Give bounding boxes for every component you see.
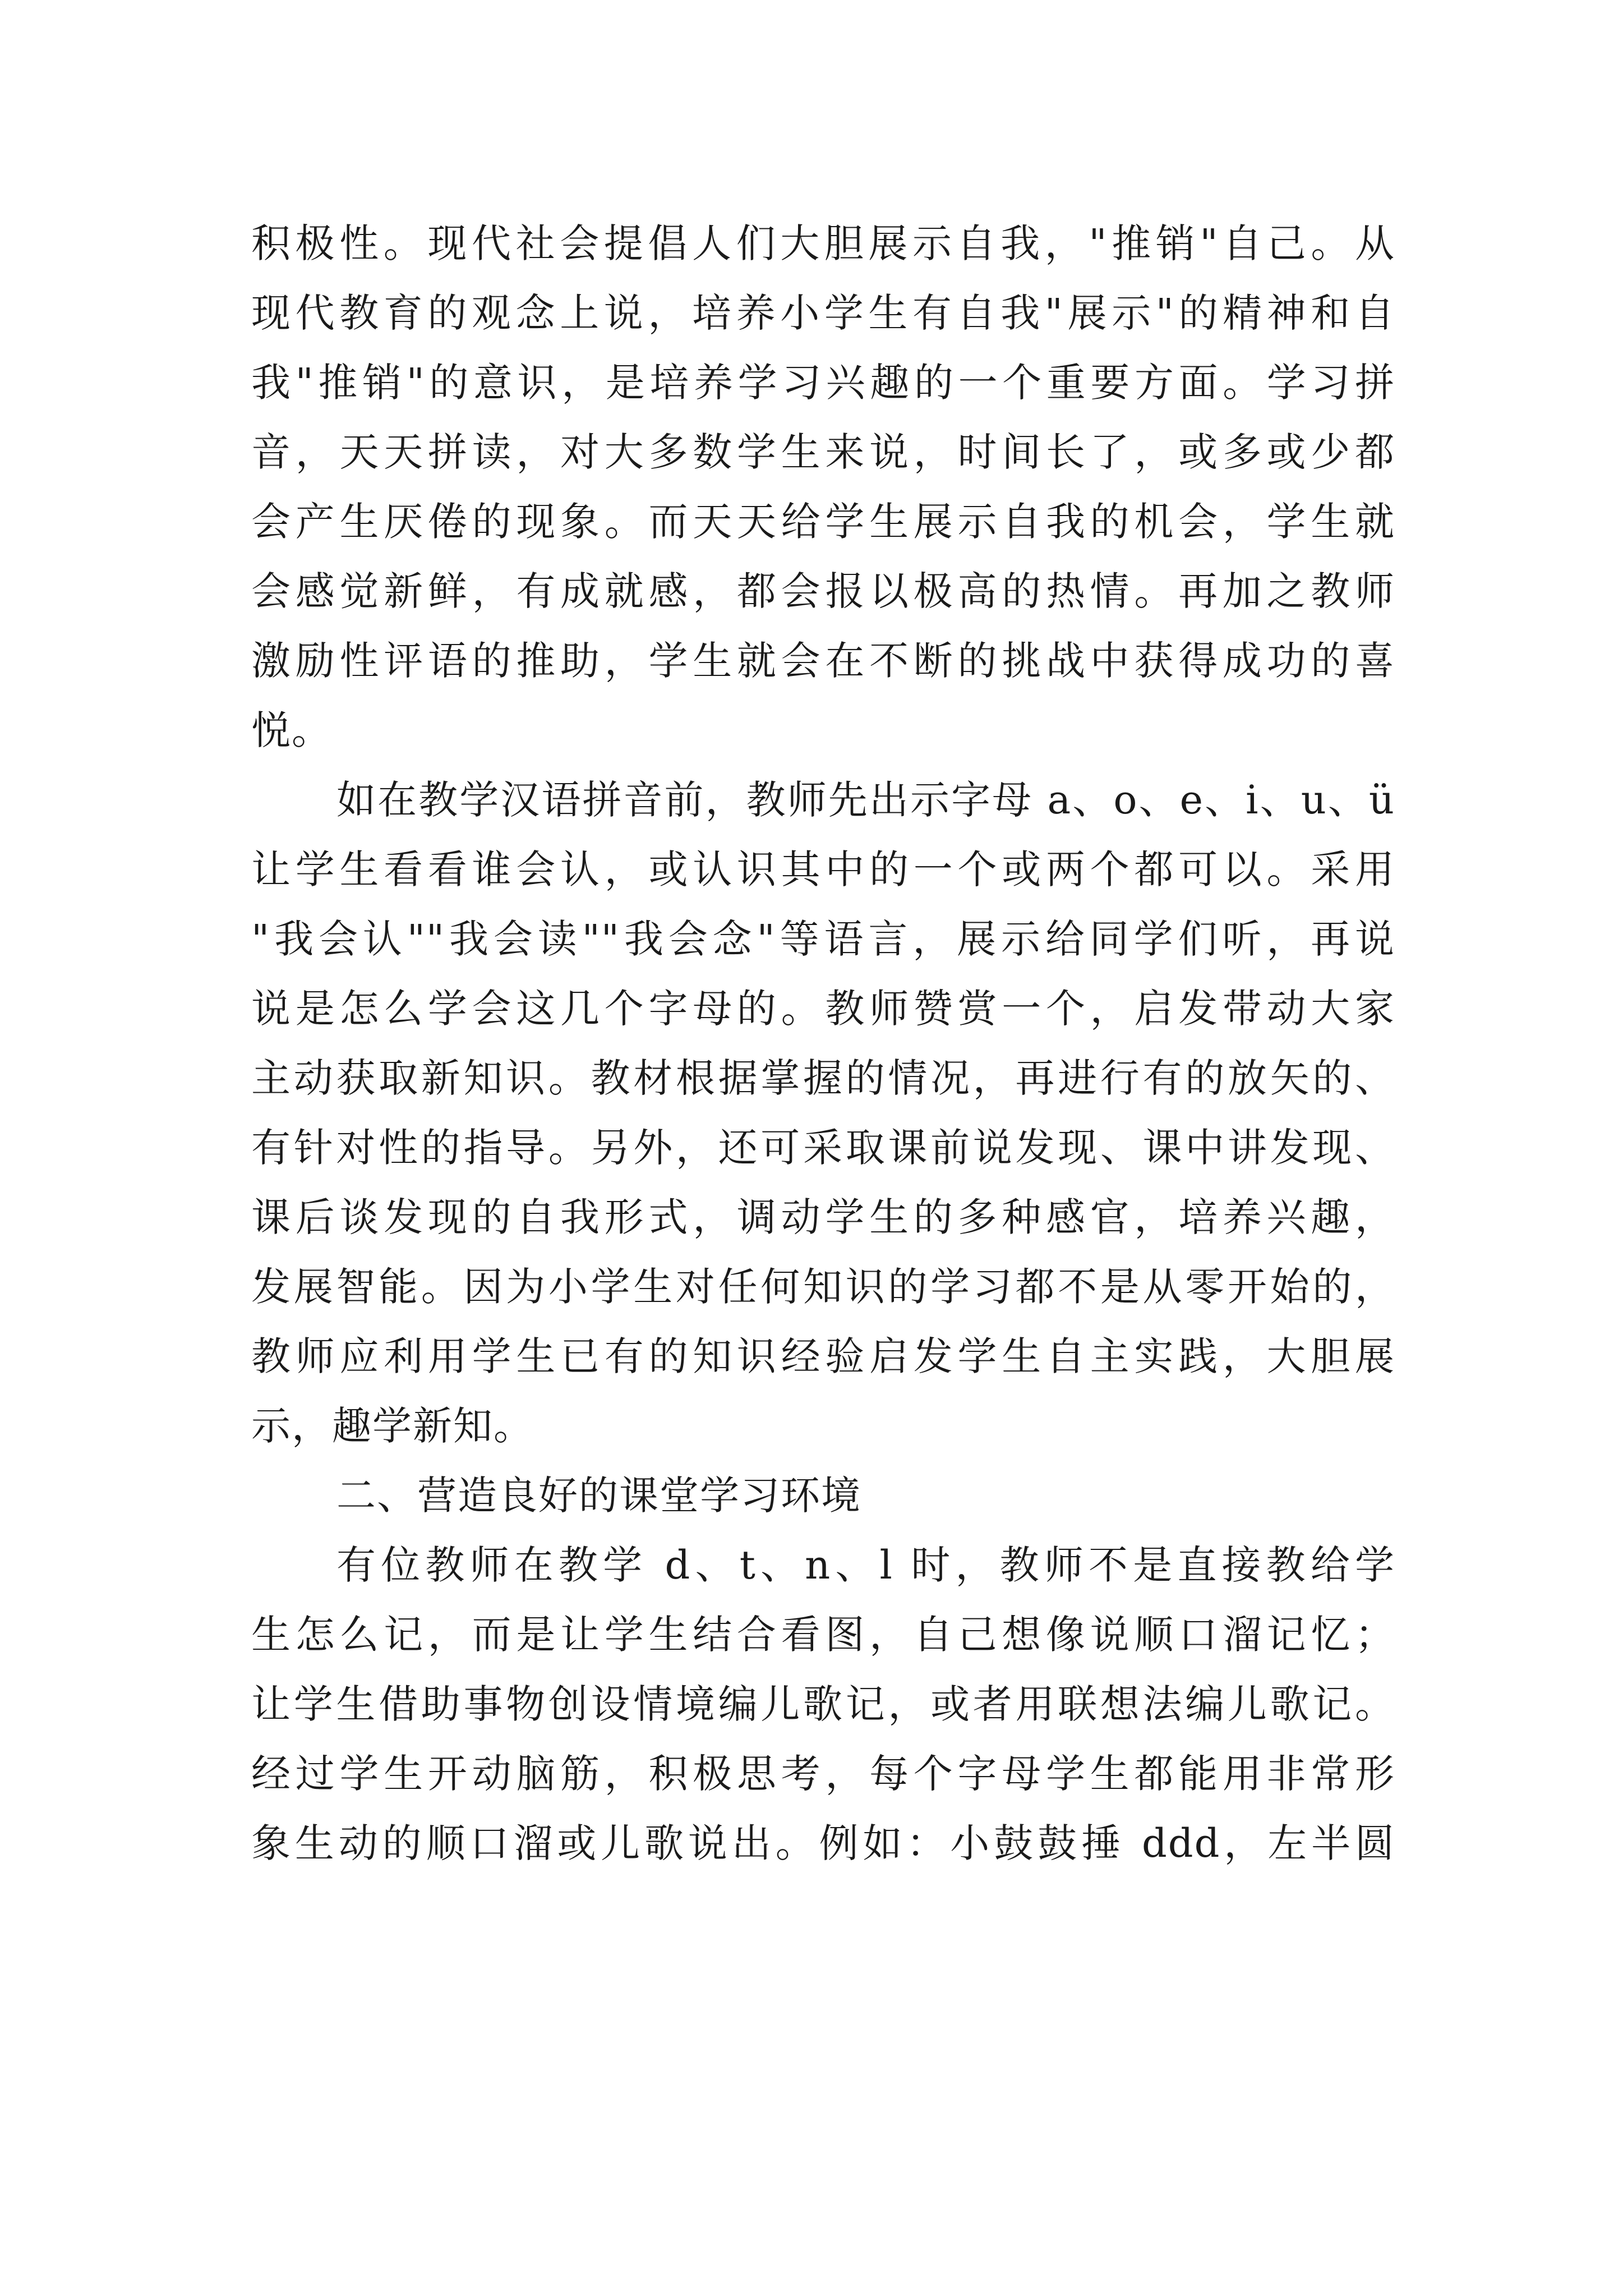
text-line: 象生动的顺口溜或儿歌说出。例如：小鼓鼓捶 ddd，左半圆 <box>251 1820 1395 1866</box>
text-line: 示，趣学新知。 <box>251 1403 534 1449</box>
text-line: 会产生厌倦的现象。而天天给学生展示自我的机会，学生就 <box>251 499 1395 545</box>
text-line: 音，天天拼读，对大多数学生来说，时间长了，或多或少都 <box>251 429 1395 475</box>
body-text <box>251 209 1395 1878</box>
text-line: 发展智能。因为小学生对任何知识的学习都不是从零开始的， <box>251 1264 1395 1310</box>
text-line: 说是怎么学会这几个字母的。教师赞赏一个，启发带动大家 <box>251 986 1395 1032</box>
text-line: "我会认""我会读""我会念"等语言，展示给同学们听，再说 <box>251 916 1395 962</box>
text-line: 让学生借助事物创设情境编儿歌记，或者用联想法编儿歌记。 <box>251 1681 1395 1727</box>
text-line: 让学生看看谁会认，或认识其中的一个或两个都可以。采用 <box>251 846 1395 892</box>
paragraph-first-line: 如在教学汉语拼音前，教师先出示字母 a、o、e、i、u、ü <box>336 777 1395 823</box>
text-line: 我"推销"的意识，是培养学习兴趣的一个重要方面。学习拼 <box>251 360 1395 406</box>
text-line: 教师应利用学生已有的知识经验启发学生自主实践，大胆展 <box>251 1333 1395 1379</box>
section-heading: 二、营造良好的课堂学习环境 <box>336 1473 861 1519</box>
text-line: 悦。 <box>251 707 332 753</box>
text-line: 有针对性的指导。另外，还可采取课前说发现、课中讲发现、 <box>251 1125 1395 1171</box>
text-line: 激励性评语的推助，学生就会在不断的挑战中获得成功的喜 <box>251 638 1395 684</box>
text-line: 主动获取新知识。教材根据掌握的情况，再进行有的放矢的、 <box>251 1055 1395 1101</box>
text-line: 经过学生开动脑筋，积极思考，每个字母学生都能用非常形 <box>251 1751 1395 1797</box>
text-line: 课后谈发现的自我形式，调动学生的多种感官，培养兴趣， <box>251 1194 1395 1240</box>
paragraph-first-line: 有位教师在教学 d、t、n、l 时，教师不是直接教给学 <box>336 1542 1395 1588</box>
text-line: 会感觉新鲜，有成就感，都会报以极高的热情。再加之教师 <box>251 568 1395 614</box>
text-line: 积极性。现代社会提倡人们大胆展示自我，"推销"自己。从 <box>251 220 1395 266</box>
text-line: 现代教育的观念上说，培养小学生有自我"展示"的精神和自 <box>251 290 1395 336</box>
text-line: 生怎么记，而是让学生结合看图，自己想像说顺口溜记忆； <box>251 1612 1395 1658</box>
